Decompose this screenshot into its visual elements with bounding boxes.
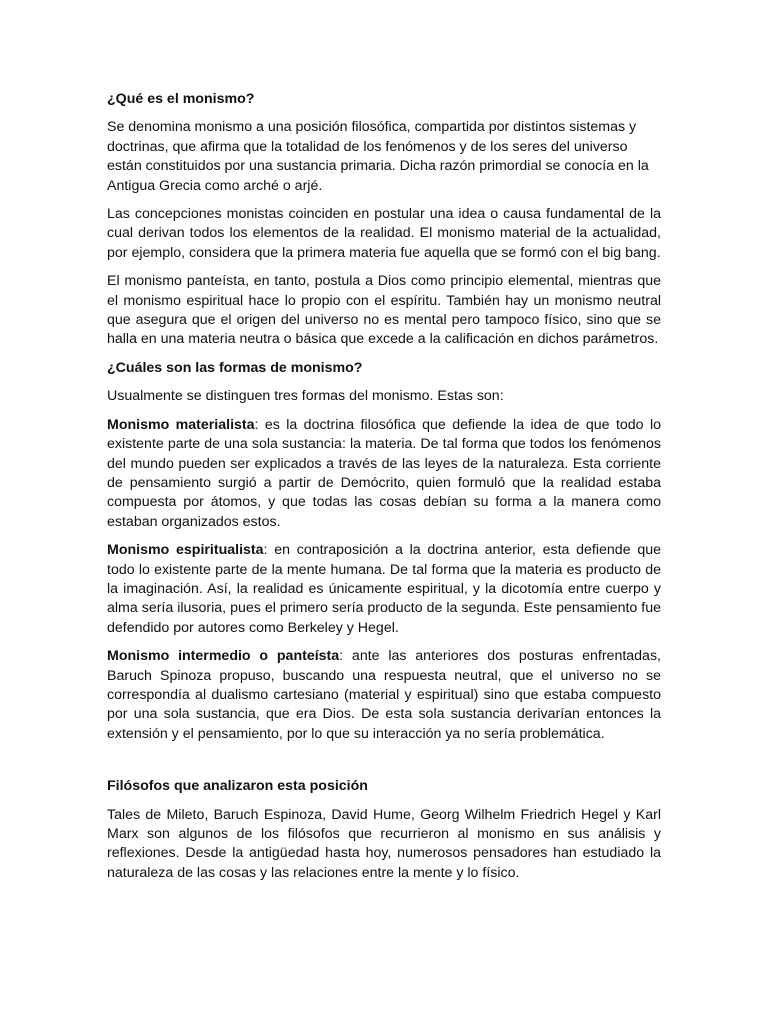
paragraph-intermediate-monism (107, 647, 661, 744)
heading-philosophers: Filósofos que analizaron esta posición (107, 778, 368, 795)
definition-materialist-monism: : es la doctrina filosófica que defiende la idea de que todo lo existente parte de una sola sustancia: la materia. De tal forma que todos los fenómenos del mundo pueden ser explicados a través de las leyes de la naturaleza. Esta corriente de pensamiento surgió a partir de Demócrito, quien formuló que la realidad estaba compuesta por átomos, y que todas las cosas debían su forma a la manera como estaban organizados estos. (107, 416, 661, 530)
term-intermediate-monism: Monismo intermedio o panteísta (107, 648, 340, 665)
paragraph-forms-intro: Usualmente se distinguen tres formas del monismo. Estas son: (107, 388, 504, 405)
paragraph-monist-conceptions: Las concepciones monistas coinciden en postular una idea o causa fundamental de la cual derivan todos los elementos de la realidad. El monismo material de la actualidad, por ejemplo, considera que la primera materia fue aquella que se formó con el big bang. (107, 206, 661, 261)
paragraph-philosophers: Tales de Mileto, Baruch Espinoza, David Hume, Georg Wilhelm Friedrich Hegel y Karl Marx son algunos de los filósofos que recurrieron al monismo en sus análisis y reflexiones. Desde la antigüedad hasta hoy, numerosos pensadores han estudiado la naturaleza de las cosas y las relaciones entre la mente y lo físico. (107, 806, 661, 881)
definition-intermediate-monism: : ante las anteriores dos posturas enfrentadas, Baruch Spinoza propuso, buscando una respuesta neutral, que el universo no se correspondía al dualismo cartesiano (material y espiritual) sino que estaba compuesto por una sola sustancia, que era Dios. De esta sola sustancia derivarían entonces la extensión y el pensamiento, por lo que su interacción ya no sería problemática. (107, 648, 661, 742)
definition-spiritualist-monism: : en contraposición a la doctrina anterior, esta defiende que todo lo existente parte de la mente humana. De tal forma que la materia es producto de la imaginación. Así, la realidad es únicamente espiritual, y la dicotomía entre cuerpo y alma sería ilusoria, pues el primero sería producto de la segunda. Este pensamiento fue defendido por autores como Berkeley y Hegel. (107, 542, 661, 636)
term-materialist-monism: Monismo materialista (107, 416, 255, 433)
heading-what-is-monism: ¿Qué es el monismo? (107, 91, 255, 107)
paragraph-definition: Se denomina monismo a una posición filosófica, compartida por distintos sistemas y doctrinas, que afirma que la totalidad de los fenómenos y de los seres del universo están constituidos por una sustancia primaria. Dicha razón primordial se conocía en la Antigua Grecia como arché o arjé. (107, 119, 649, 194)
paragraph-spiritualist-monism (107, 541, 661, 638)
paragraph-pantheist-monism: El monismo panteísta, en tanto, postula a Dios como principio elemental, mientras que el monismo espiritual hace lo propio con el espíritu. También hay un monismo neutral que asegura que el origen del universo no es mental pero tampoco físico, sino que se halla en una materia neutra o básica que excede a la calificación en dichos parámetros. (107, 273, 661, 348)
term-spiritualist-monism: Monismo espiritualista (107, 542, 264, 559)
paragraph-materialist-monism (107, 416, 661, 532)
heading-forms-of-monism: ¿Cuáles son las formas de monismo? (107, 359, 363, 376)
